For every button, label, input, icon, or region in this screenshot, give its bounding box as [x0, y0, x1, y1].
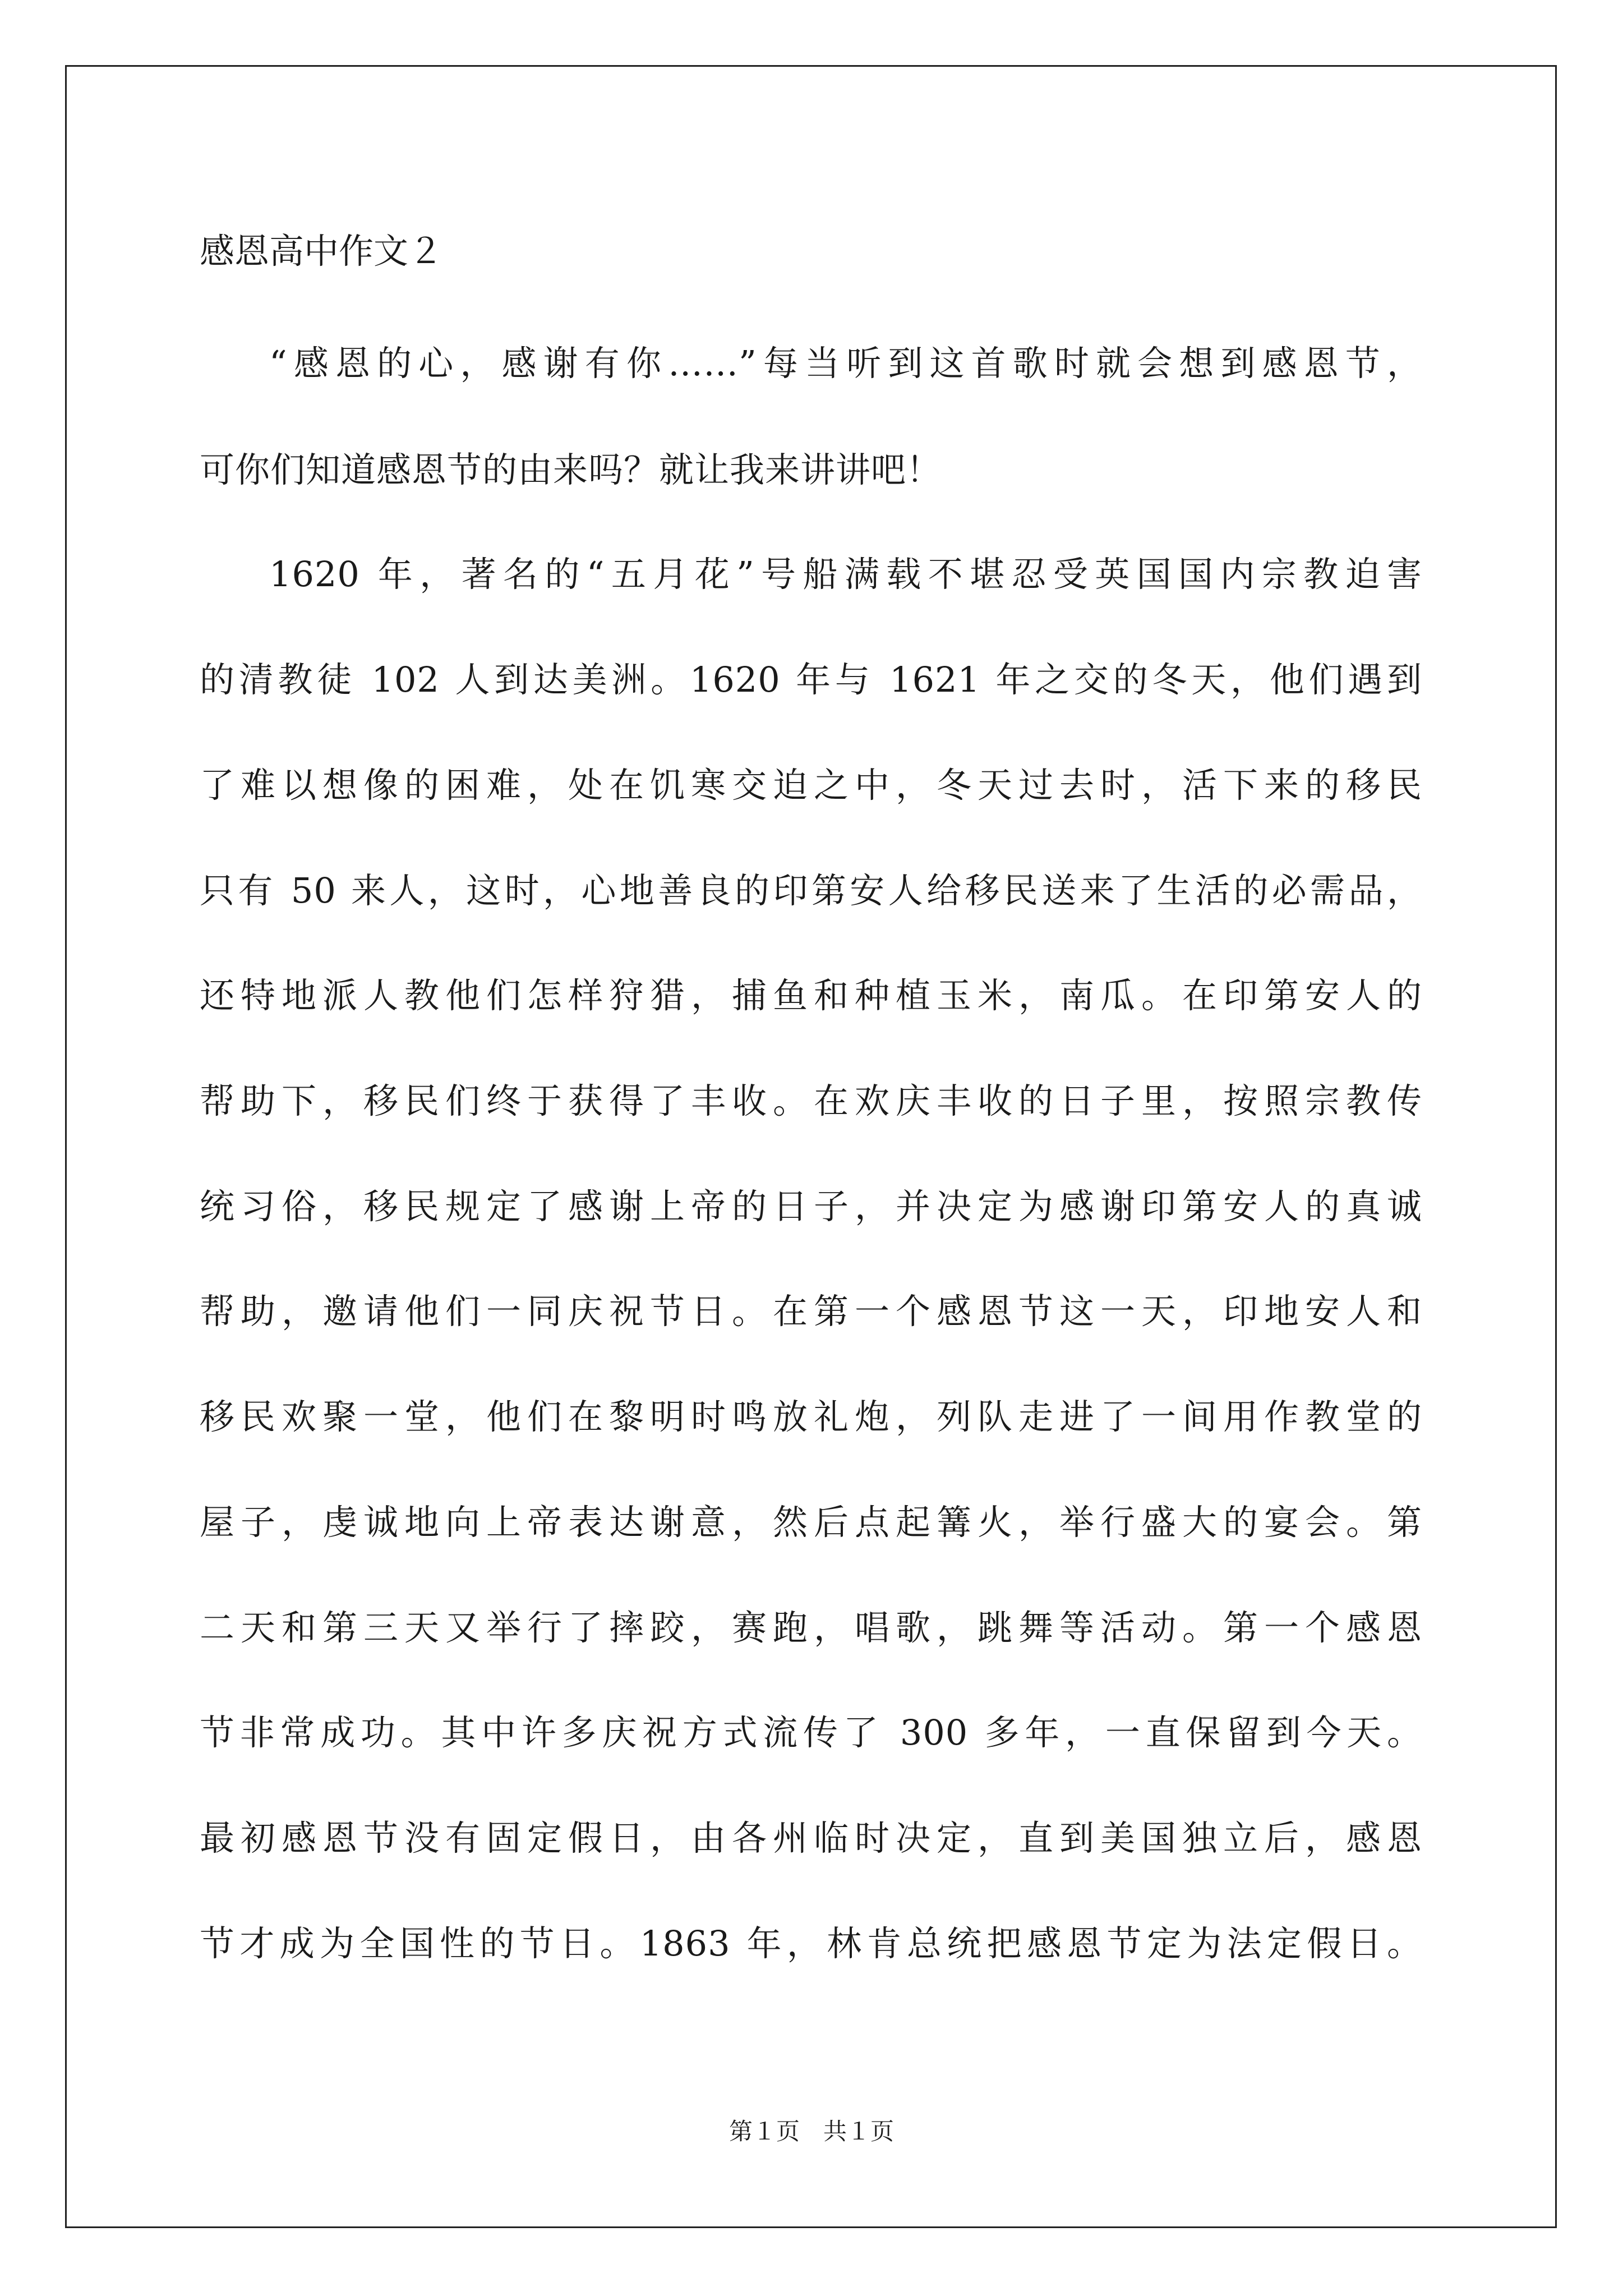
- paragraph-2-line-8: 帮助，邀请他们一同庆祝节日。在第一个感恩节这一天，印地安人和: [200, 1291, 1422, 1332]
- paragraph-2-line-3: 了难以想像的困难，处在饥寒交迫之中，冬天过去时，活下来的移民: [200, 765, 1422, 806]
- paragraph-2-line-1: 1620 年，著名的“五月花”号船满载不堪忍受英国国内宗教迫害: [269, 554, 1422, 595]
- paragraph-2-line-10: 屋子，虔诚地向上帝表达谢意，然后点起篝火，举行盛大的宴会。第: [200, 1502, 1422, 1543]
- paragraph-1-line-1: “感恩的心，感谢有你……”每当听到这首歌时就会想到感恩节，: [269, 343, 1422, 384]
- paragraph-1-line-2: 可你们知道感恩节的由来吗？就让我来讲讲吧！: [200, 449, 942, 490]
- paragraph-2-line-4: 只有 50 来人，这时，心地善良的印第安人给移民送来了生活的必需品，: [200, 870, 1422, 911]
- paragraph-2-line-12: 节非常成功。其中许多庆祝方式流传了 300 多年，一直保留到今天。: [200, 1712, 1422, 1753]
- paragraph-2-line-13: 最初感恩节没有固定假日，由各州临时决定，直到美国独立后，感恩: [200, 1818, 1422, 1858]
- paragraph-2-line-6: 帮助下，移民们终于获得了丰收。在欢庆丰收的日子里，按照宗教传: [200, 1080, 1422, 1121]
- paragraph-2-line-9: 移民欢聚一堂，他们在黎明时鸣放礼炮，列队走进了一间用作教堂的: [200, 1396, 1422, 1437]
- document-title: 感恩高中作文２: [200, 231, 444, 272]
- paragraph-2-line-11: 二天和第三天又举行了摔跤，赛跑，唱歌，跳舞等活动。第一个感恩: [200, 1607, 1422, 1648]
- paragraph-2-line-5: 还特地派人教他们怎样狩猎，捕鱼和种植玉米，南瓜。在印第安人的: [200, 975, 1422, 1016]
- paragraph-2-line-14: 节才成为全国性的节日。1863 年，林肯总统把感恩节定为法定假日。: [200, 1923, 1422, 1964]
- paragraph-2-line-2: 的清教徒 102 人到达美洲。1620 年与 1621 年之交的冬天，他们遇到: [200, 659, 1422, 700]
- page-number-footer: 第１页 共１页: [728, 2118, 894, 2145]
- paragraph-2-line-7: 统习俗，移民规定了感谢上帝的日子，并决定为感谢印第安人的真诚: [200, 1186, 1422, 1227]
